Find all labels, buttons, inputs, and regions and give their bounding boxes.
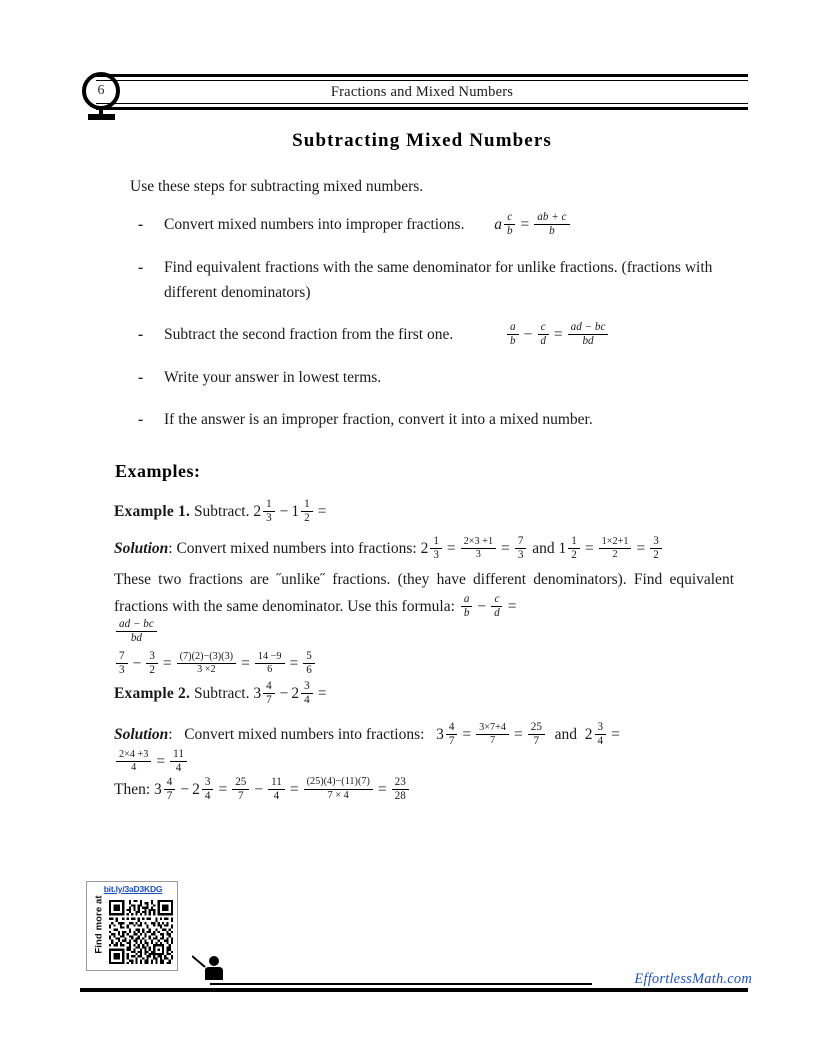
- solution-colon: :: [168, 540, 173, 558]
- page-number: 6: [97, 83, 105, 98]
- qr-code-icon[interactable]: [109, 900, 173, 964]
- step-bullet: -: [138, 259, 144, 277]
- example-1-label: Example 1.: [114, 503, 191, 520]
- step-item: [138, 255, 738, 305]
- example-1-solution-label: Solution: [114, 540, 169, 558]
- footer-rule-thin: [210, 983, 592, 985]
- examples-heading: Examples:: [115, 461, 201, 481]
- teacher-pointer-icon: [192, 953, 226, 983]
- step-text: Find equivalent fractions with the same denominator for unlike fractions. (fractions with different denominators): [164, 259, 713, 302]
- footer-brand[interactable]: EffortlessMath.com: [634, 971, 752, 987]
- example-2-problem-line: [114, 680, 734, 707]
- example-2-problem-math: 3 $\frac{4}{7}$ − 2 $\frac{3}{4}$ =: [253, 679, 327, 706]
- page-header: [96, 74, 748, 112]
- step-formula-subtract: $\frac{a}{b}$ − $\frac{c}{d}$ = $\frac{ad - bc}{bd}$: [505, 322, 610, 348]
- step-item: [138, 212, 738, 238]
- example-1-solution-intro: Convert mixed numbers into fractions:: [176, 540, 417, 558]
- step-text: If the answer is an improper fraction, convert it into a mixed number.: [164, 411, 593, 429]
- step-bullet: -: [138, 369, 144, 387]
- qr-promo-box: [86, 881, 178, 971]
- step-item: [138, 407, 738, 432]
- chapter-title: Fractions and Mixed Numbers: [330, 84, 514, 100]
- example-1-problem-math: 2 $\frac{1}{3}$ − 1 $\frac{1}{2}$ =: [253, 497, 327, 524]
- example-2-conversion-tail-math: $\frac{2\times 4 +3}{4}$ = $\frac{11}{4}$: [114, 750, 189, 775]
- step-text: Write your answer in lowest terms.: [164, 369, 382, 387]
- footer-rule-thick: [80, 988, 748, 992]
- step-text: Subtract the second fraction from the first one.: [164, 326, 454, 344]
- example-2-label: Example 2.: [114, 685, 191, 702]
- example-2-solution-label: Solution: [114, 726, 169, 744]
- solution-colon: :: [168, 726, 173, 744]
- example-1-work-math: $\frac{7}{3}$ − $\frac{3}{2}$ = $\frac{(7)(2)-(3)(3)}{3 \times 2}$ = $\frac{14 -9}{6}$ = $\frac{5}{6}$: [114, 652, 317, 677]
- header-rule-thick-top: [96, 74, 748, 77]
- example-1-note-formula-tail: [114, 620, 734, 645]
- example-1-conversion-math: 2 $\frac{1}{3}$ = $\frac{2\times 3 +1}{3}$ = $\frac{7}{3}$ and 1 $\frac{1}{2}$ = $\frac{1\times 2+1}{2}$ = $\frac{3}{2}$: [421, 535, 664, 562]
- example-2-prompt: Subtract.: [193, 685, 250, 702]
- example-2-conversion-math: 3 $\frac{4}{7}$ = $\frac{3\times 7+4}{7}$ = $\frac{25}{7}$ and 2 $\frac{3}{4}$ =: [436, 720, 620, 748]
- step-bullet: -: [138, 411, 144, 429]
- step-item: [138, 365, 738, 390]
- step-item: [138, 322, 738, 348]
- example-2: [114, 680, 734, 803]
- example-1-solution-line: [114, 535, 734, 562]
- example-2-solution-line: [114, 721, 734, 748]
- header-rule-thick-bottom: [96, 107, 748, 110]
- example-1-problem-line: [114, 498, 734, 525]
- example-2-work-math: 3 $\frac{4}{7}$ − 2 $\frac{3}{4}$ = $\frac{25}{7}$ − $\frac{11}{4}$ = $\frac{(25)(4)-(11)(7)}{7 \times 4}$ = $\frac{23}{28}$: [154, 778, 411, 803]
- example-1-formula-fraction: $\frac{ad - bc}{bd}$: [116, 619, 157, 644]
- step-text: Convert mixed numbers into improper fractions.: [164, 216, 465, 233]
- qr-short-link[interactable]: bit.ly/3aD3KDG: [103, 884, 163, 894]
- example-2-solution-intro: Convert mixed numbers into fractions:: [184, 726, 425, 744]
- globe-base: [88, 114, 115, 120]
- lesson-title: Subtracting Mixed Numbers: [292, 130, 552, 151]
- step-bullet: -: [138, 326, 144, 344]
- example-1: [114, 498, 734, 677]
- steps-list: [138, 212, 738, 449]
- qr-side-label: Find more at: [93, 895, 105, 954]
- example-1-note-text: These two fractions are ˝unlike˝ fractions. (they have different denominators). Find equivalent fractions with the same denominator. Use this formula:: [114, 571, 734, 616]
- example-1-note-formula: $\frac{a}{b}$ − $\frac{c}{d}$ =: [459, 593, 520, 620]
- example-1-solution-note: [114, 566, 734, 620]
- example-2-conversion-tail: [114, 750, 734, 775]
- step-formula-convert: a $\frac{c}{b}$ = $\frac{ab + c}{b}$: [494, 212, 571, 238]
- example-2-then-label: Then:: [114, 780, 151, 798]
- step-bullet: -: [138, 216, 144, 233]
- example-1-work-line: [114, 649, 734, 677]
- lesson-intro: Use these steps for subtracting mixed numbers.: [130, 178, 424, 195]
- header-rule-thin-bottom: [96, 103, 748, 104]
- example-1-prompt: Subtract.: [193, 503, 250, 520]
- example-2-work-line: [114, 775, 734, 803]
